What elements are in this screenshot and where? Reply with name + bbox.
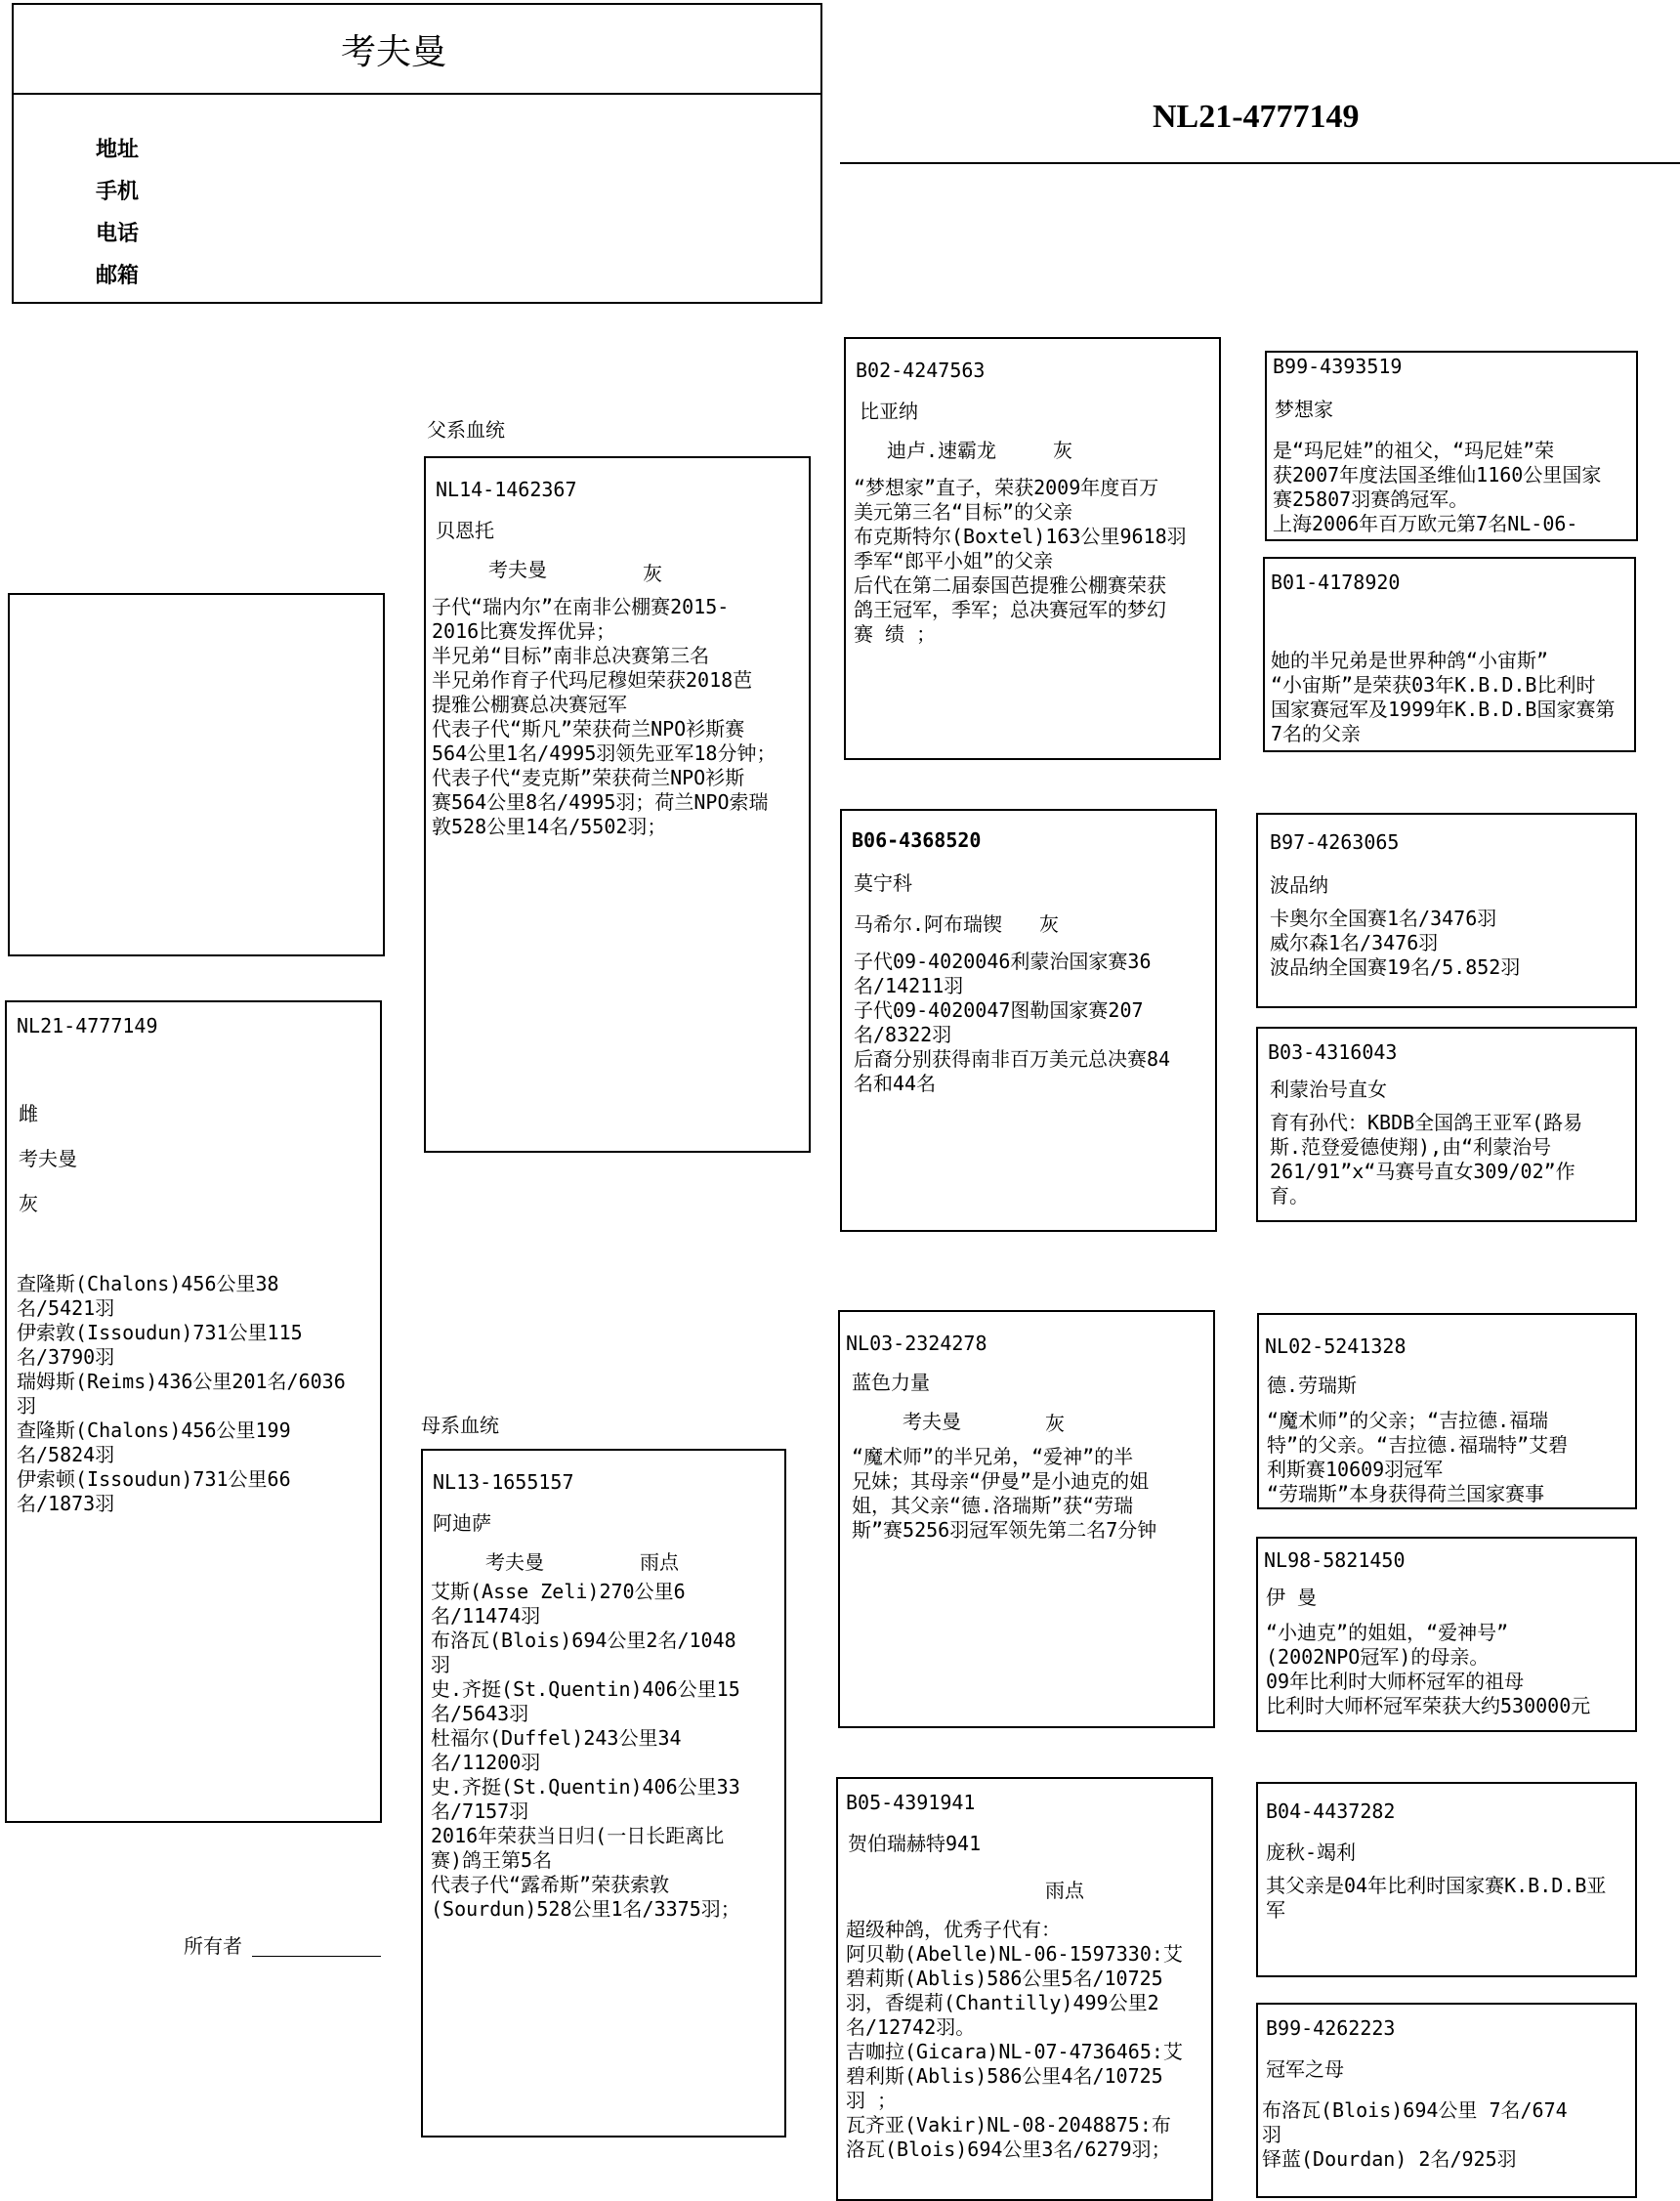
ggs2-ring: B01-4178920	[1271, 571, 1401, 594]
gs2-notes: 子代09-4020046利蒙治国家赛36 名/14211羽 子代09-4020047图勒国家赛207 名/8322羽 后裔分别获得南非百万美元总决赛84 名和44名	[854, 950, 1171, 1095]
gs1-notes: “梦想家”直子，荣获2009年度百万 美元第三名“目标”的父亲 布克斯特尔(Boxtel)163公里9618羽 季军“郎平小姐”的父亲 后代在第二届泰国芭提雅公棚赛荣获 鸽王冠军，季军；总决赛冠军的梦幻 赛 绩 ；	[854, 476, 1187, 646]
gs2-name: 莫宁科	[854, 871, 912, 895]
owner-info-box	[12, 3, 822, 304]
ggs5-box	[1257, 1313, 1637, 1509]
owner-signature-line	[252, 1956, 381, 1957]
header-divider	[14, 93, 820, 95]
email-label: 邮箱	[96, 264, 140, 288]
subject-results: 查隆斯(Chalons)456公里38 名/5421羽 伊索敦(Issoudun)731公里115 名/3790羽 瑞姆斯(Reims)436公里201名/6036 羽 查隆斯(Chalons)456公里199 名/5824羽 伊索顿(Issoudun)731公里66 名/1873羽	[17, 1272, 346, 1515]
sire-color: 灰	[643, 562, 662, 585]
ggs3-name: 波品纳	[1270, 873, 1328, 897]
ggs3-box	[1256, 813, 1637, 1008]
grandsire-paternal-box	[844, 337, 1221, 760]
gs3-breeder: 考夫曼	[903, 1410, 961, 1433]
phone-label: 电话	[96, 222, 140, 246]
dam-line-label: 母系血统	[421, 1414, 499, 1437]
dam-ring: NL13-1655157	[433, 1470, 574, 1494]
gs3-name: 蓝色力量	[852, 1371, 930, 1394]
gs1-breeder: 迪卢.速霸龙	[887, 439, 997, 462]
ggs2-box	[1263, 557, 1636, 752]
dam-color: 雨点	[640, 1550, 679, 1574]
subject-breeder: 考夫曼	[19, 1147, 77, 1170]
ggs3-notes: 卡奥尔全国赛1名/3476羽 威尔森1名/3476羽 波品纳全国赛19名/5.852羽	[1270, 907, 1521, 979]
ggs6-name: 伊 曼	[1266, 1586, 1318, 1609]
gs2-breeder: 马希尔.阿布瑞锲	[854, 912, 1003, 936]
gs4-notes: 超级种鸽，优秀子代有： 阿贝勒(Abelle)NL-06-1597330:艾 碧莉斯(Ablis)586公里5名/10725 羽，香缇莉(Chantilly)499公里2 名/12742羽。 吉咖拉(Gicara)NL-07-4736465:艾 碧利斯(Ablis)586公里4名/10725 羽 ； 瓦齐亚(Vakir)NL-08-2048875:布 洛瓦(Blois)694公里3名/6279羽；	[846, 1918, 1183, 2161]
ggs6-box	[1256, 1537, 1637, 1732]
ggs2-notes: 她的半兄弟是世界种鸽“小宙斯” “小宙斯”是荣获03年K.B.D.B比利时 国家赛冠军及1999年K.B.D.B国家赛第 7名的父亲	[1271, 649, 1616, 745]
sire-box	[424, 456, 811, 1153]
ggs1-box	[1265, 351, 1638, 541]
ggs1-ring: B99-4393519	[1273, 355, 1403, 378]
sire-notes: 子代“瑞内尔”在南非公棚赛2015- 2016比赛发挥优异； 半兄弟“目标”南非总决赛第三名 半兄弟作育子代玛尼穆妲荣获2018芭 提雅公棚赛总决赛冠军 代表子代“斯凡”荣获荷兰NPO衫斯赛 564公里1名/4995羽领先亚军18分钟； 代表子代“麦克斯”荣获荷兰NPO衫斯 赛564公里8名/4995羽；荷兰NPO索瑞 敦528公里14名/5502羽；	[432, 595, 777, 838]
gs4-ring: B05-4391941	[846, 1791, 976, 1814]
ggs7-notes: 其父亲是04年比利时国家赛K.B.D.B亚 军	[1266, 1874, 1607, 1922]
gs3-color: 灰	[1045, 1412, 1065, 1435]
subject-box	[5, 1000, 382, 1823]
dam-box	[421, 1449, 786, 2138]
dam-notes: 艾斯(Asse Zeli)270公里6 名/11474羽 布洛瓦(Blois)694公里2名/1048 羽 史.齐挺(St.Quentin)406公里15 名/5643羽 杜福尔(Duffel)243公里34 名/11200羽 史.齐挺(St.Quentin)406公里33 名/7157羽 2016年荣获当日归(一日长距离比 赛)鸽王第5名 代表子代“露希斯”荣获索敦 (Sourdun)528公里1名/3375羽；	[431, 1580, 740, 1921]
ggs1-notes: 是“玛尼娃”的祖父，“玛尼娃”荣 获2007年度法国圣维仙1160公里国家 赛25807羽赛鸽冠军。 上海2006年百万欧元第7名NL-06-	[1273, 439, 1602, 535]
ggs4-ring: B03-4316043	[1268, 1040, 1398, 1064]
ggs7-box	[1256, 1782, 1637, 1977]
ggs6-ring: NL98-5821450	[1264, 1548, 1406, 1572]
ggs3-ring: B97-4263065	[1270, 830, 1400, 854]
sire-name: 贝恩托	[436, 519, 494, 542]
mobile-label: 手机	[96, 180, 140, 204]
sire-breeder: 考夫曼	[488, 558, 547, 581]
gs2-color: 灰	[1039, 912, 1059, 936]
ggs4-notes: 育有孙代：KBDB全国鸽王亚军(路易 斯.范登爱德使翔),由“利蒙治号 261/91”x“马赛号直女309/02”作 育。	[1270, 1111, 1583, 1207]
owner-signature-label: 所有者	[184, 1934, 242, 1958]
ggs1-name: 梦想家	[1275, 398, 1333, 421]
gs3-notes: “魔术师”的半兄弟，“爱神”的半 兄妹；其母亲“伊曼”是小迪克的姐 姐，其父亲“德.洛瑞斯”获“劳瑞 斯”赛5256羽冠军领先第二名7分钟	[852, 1445, 1157, 1542]
ggs7-name: 庞秋-竭利	[1266, 1841, 1357, 1864]
ggs8-notes: 布洛瓦(Blois)694公里 7名/674 羽 铎蓝(Dourdan) 2名/925羽	[1262, 2098, 1568, 2171]
ggs4-box	[1256, 1027, 1637, 1222]
subject-ring: NL21-4777149	[17, 1014, 158, 1037]
granddam-paternal-box	[840, 809, 1217, 1232]
grandsire-maternal-box	[838, 1310, 1215, 1728]
ring-number-underline	[840, 162, 1680, 164]
sire-ring: NL14-1462367	[436, 478, 577, 501]
ggs8-name: 冠军之母	[1266, 2057, 1344, 2081]
owner-name: 考夫曼	[341, 32, 447, 72]
gs3-ring: NL03-2324278	[846, 1332, 987, 1355]
ggs5-name: 德.劳瑞斯	[1267, 1374, 1358, 1397]
gs2-ring: B06-4368520	[852, 828, 982, 852]
granddam-maternal-box	[836, 1777, 1213, 2201]
gs1-ring: B02-4247563	[856, 359, 986, 382]
ggs5-ring: NL02-5241328	[1265, 1334, 1407, 1358]
ggs8-ring: B99-4262223	[1266, 2016, 1396, 2040]
ggs5-notes: “魔术师”的父亲；“吉拉德.福瑞 特”的父亲。“吉拉德.福瑞特”艾碧 利斯赛10609羽冠军 “劳瑞斯”本身获得荷兰国家赛事	[1267, 1409, 1569, 1505]
ggs6-notes: “小迪克”的姐姐，“爱神号” (2002NPO冠军)的母亲。 09年比利时大师杯冠军的祖母 比利时大师杯冠军荣获大约530000元	[1266, 1621, 1591, 1717]
subject-sex: 雌	[19, 1102, 38, 1125]
subject-color: 灰	[19, 1192, 38, 1215]
gs1-name: 比亚纳	[860, 400, 918, 423]
ggs8-box	[1256, 2003, 1637, 2198]
header-ring-number: NL21-4777149	[1153, 99, 1360, 135]
ggs7-ring: B04-4437282	[1266, 1799, 1396, 1823]
dam-breeder: 考夫曼	[485, 1550, 544, 1574]
gs4-name: 贺伯瑞赫特941	[848, 1832, 982, 1855]
sire-line-label: 父系血统	[427, 418, 505, 442]
dam-name: 阿迪萨	[433, 1511, 491, 1535]
photo-placeholder	[8, 593, 385, 956]
gs1-color: 灰	[1053, 439, 1072, 462]
ggs4-name: 利蒙治号直女	[1270, 1078, 1387, 1101]
gs4-color: 雨点	[1045, 1879, 1084, 1902]
address-label: 地址	[96, 138, 140, 162]
